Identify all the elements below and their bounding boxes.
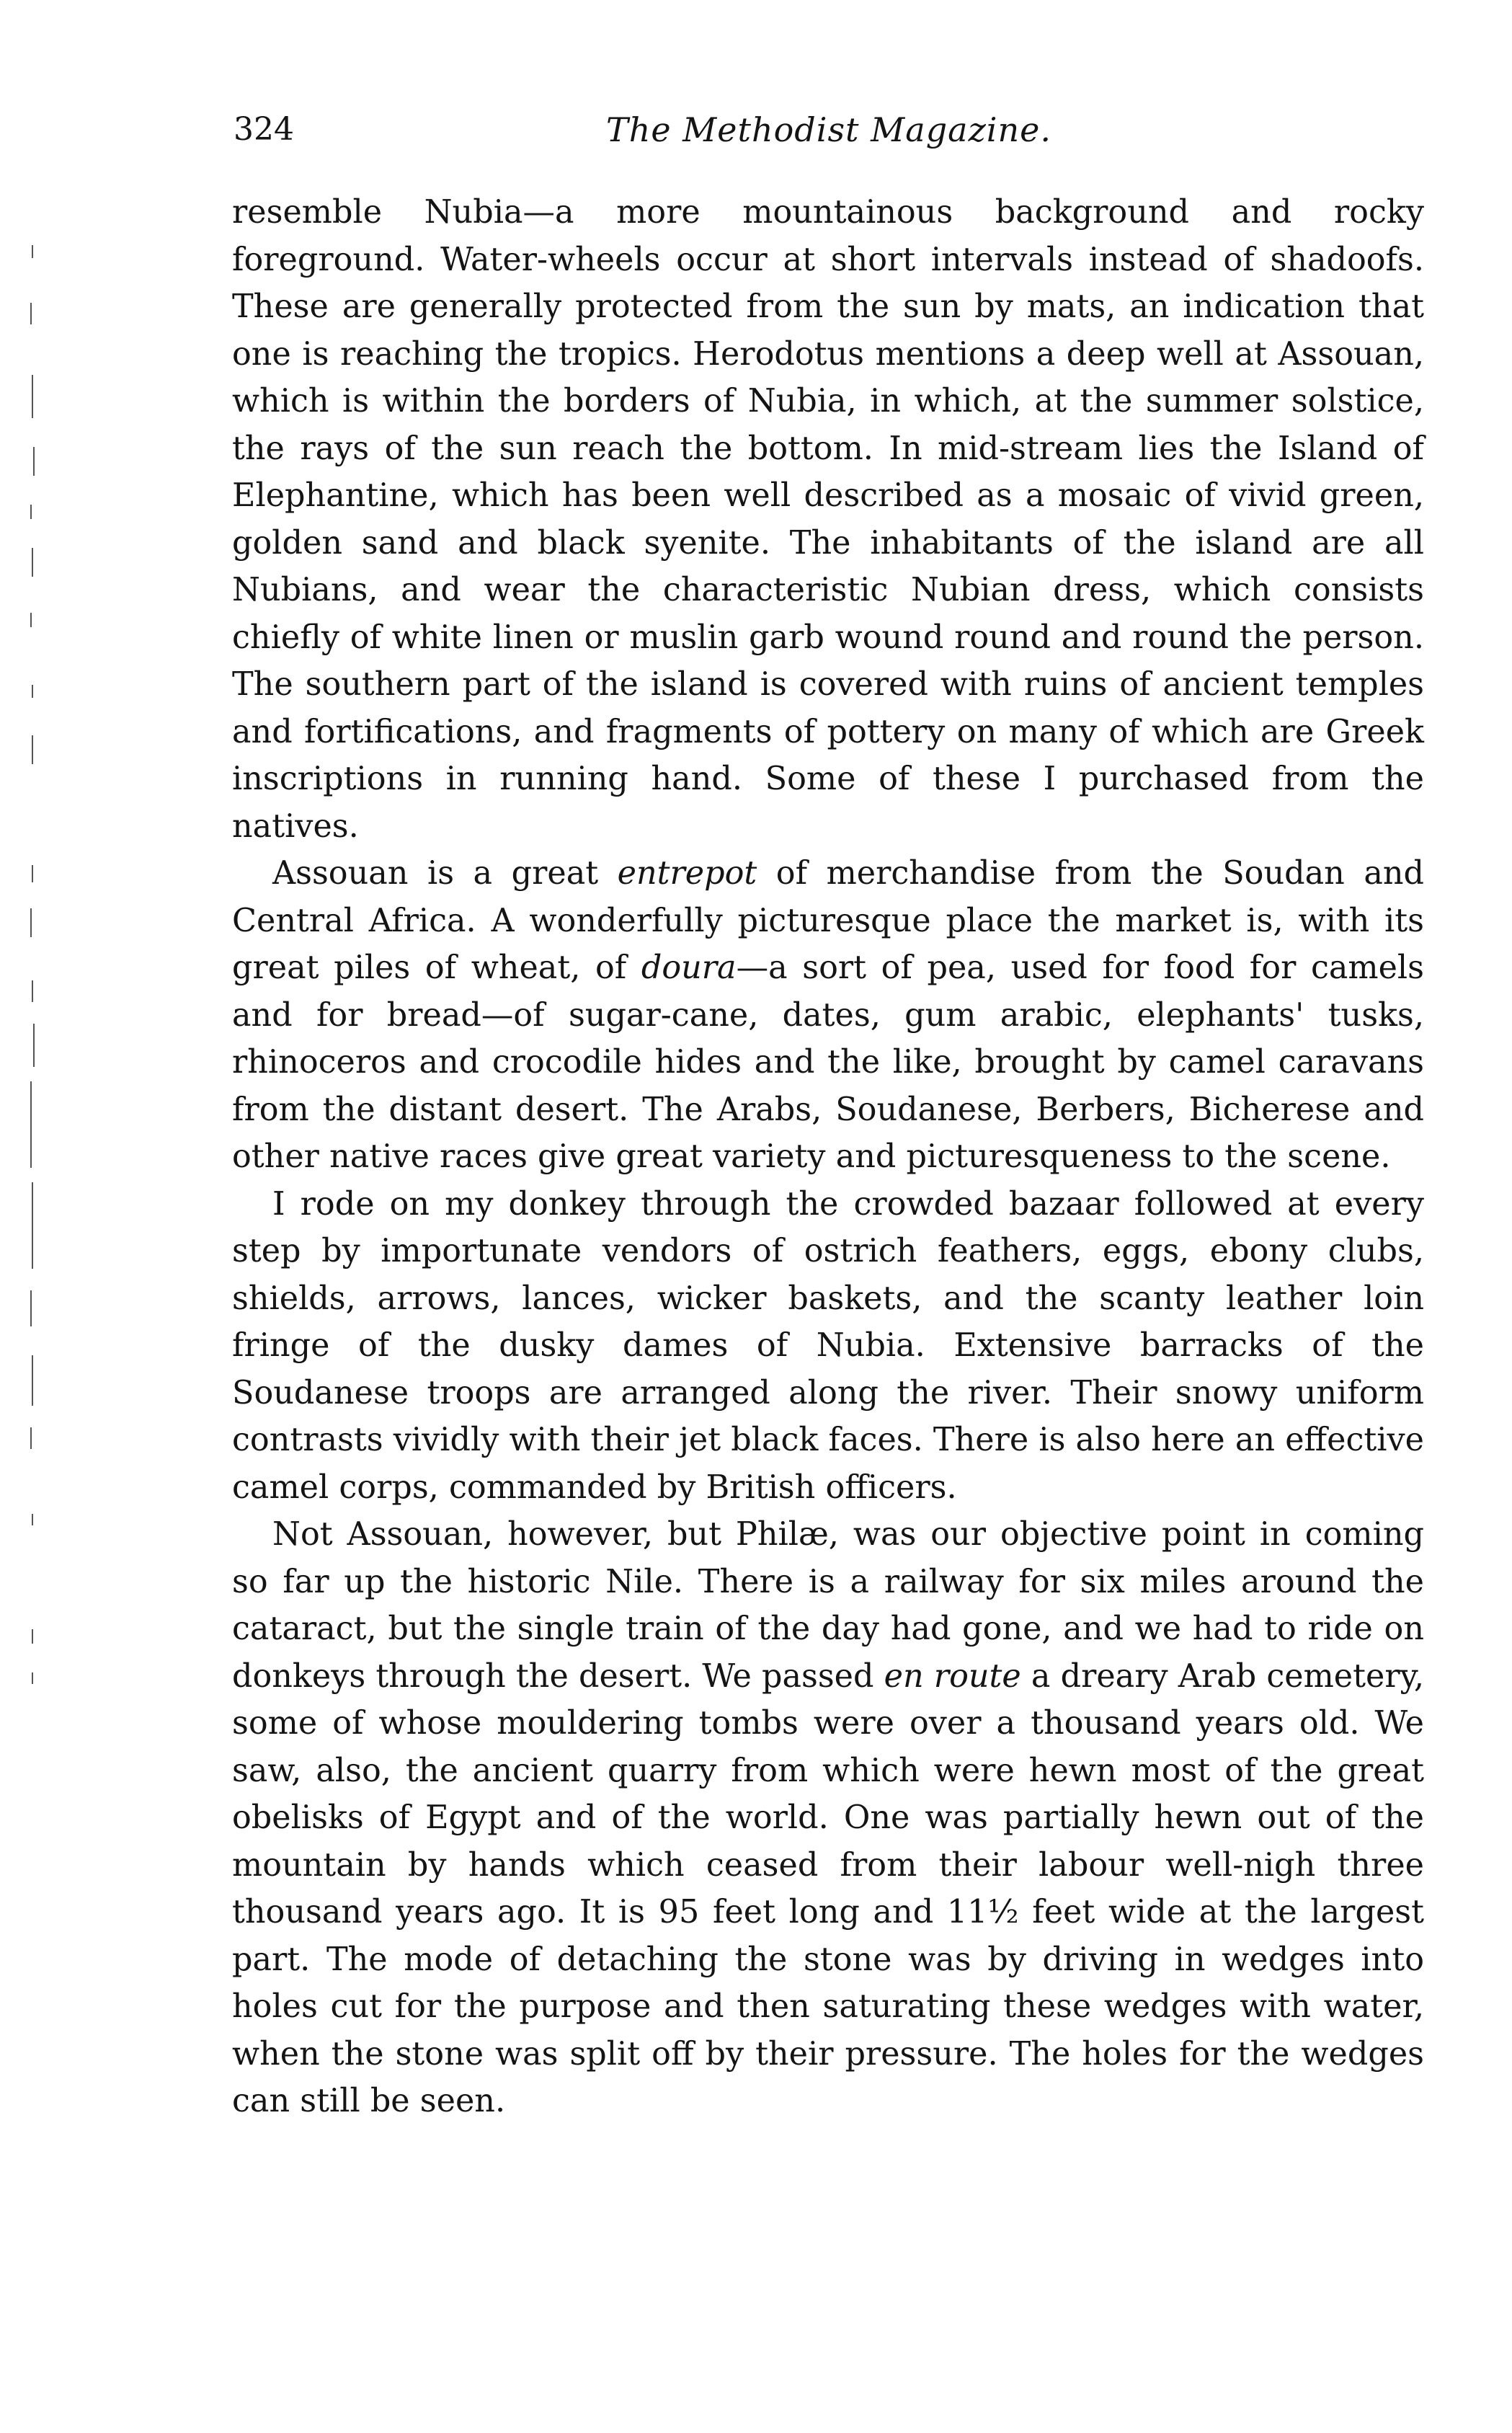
paragraph — [232, 850, 1424, 1181]
paragraph — [232, 1511, 1424, 2125]
text-run: Assouan is a great — [272, 855, 618, 892]
text-run: a dreary Arab cemetery, some of whose mouldering tombs were over a thousand years old. We saw, also, the ancient quarry from which were hewn most of the great obelisks of Egypt and of the world. One was partially hewn out of the mountain by hands which ceased from their labour well-nigh three thousand years ago. It is 95 feet long and 11½ feet wide at the largest part. The mode of detaching the stone was by driving in wedges into holes cut for the purpose and then saturating these wedges with water, when the stone was split off by their pressure. The holes for the wedges can still be seen. — [232, 1657, 1424, 2119]
paragraph: I rode on my donkey through the crowded bazaar followed at every step by importunate vendors of ostrich feathers, eggs, ebony clubs, shields, arrows, lances, wicker baskets, and the scanty leather loin fringe of the dusky dames of Nubia. Extensive barracks of the Soudanese troops are arranged along the river. Their snowy uniform contrasts vividly with their jet black faces. There is also here an effective camel corps, commanded by British officers. — [232, 1185, 1424, 1506]
text-run: Not Assouan, however, but Philæ, was our objective point in coming so far up the historic Nile. There is a railway for six miles around the cataract, but the single train of the day had gone, and we had to ride on donkeys through the desert. We passed — [232, 1516, 1424, 1695]
page-number: 324 — [234, 111, 294, 148]
journal-title: The Methodist Magazine. — [606, 110, 1051, 149]
italic-term: doura — [641, 949, 737, 986]
text-run: —a sort of pea, used for food for camels and for bread—of sugar-cane, dates, gum arabic, elephants' tusks, rhinoceros and crocodile hides and the like, brought by camel caravans from the distant desert. The Arabs, Soudanese, Berbers, Bicherese and other native races give great variety and picturesqueness to the scene. — [232, 949, 1424, 1175]
paragraph: resemble Nubia—a more mountainous background and rocky foreground. Water-wheels occur at short intervals instead of shadoofs. These are generally protected from the sun by mats, an indication that one is reaching the tropics. Herodotus mentions a deep well at Assouan, which is within the borders of Nubia, in which, at the summer solstice, the rays of the sun reach the bottom. In mid-stream lies the Island of Elephantine, which has been well described as a mosaic of vivid green, golden sand and black syenite. The inhabitants of the island are all Nubians, and wear the characteristic Nubian dress, which consists chiefly of white linen or muslin garb wound round and round the person. The southern part of the island is covered with ruins of ancient temples and fortifications, and fragments of pottery on many of which are Greek inscriptions in running hand. Some of these I purchased from the natives. — [232, 194, 1424, 845]
italic-term: en route — [884, 1657, 1021, 1695]
gutter-scan-artifacts — [0, 0, 86, 2433]
italic-term: entrepot — [617, 855, 757, 892]
article-body — [232, 189, 1424, 2125]
running-head — [234, 108, 1424, 159]
text-run: of merchandise from the Soudan and Central Africa. A wonderfully picturesque place the market is, with its great piles of wheat, of — [232, 855, 1425, 986]
